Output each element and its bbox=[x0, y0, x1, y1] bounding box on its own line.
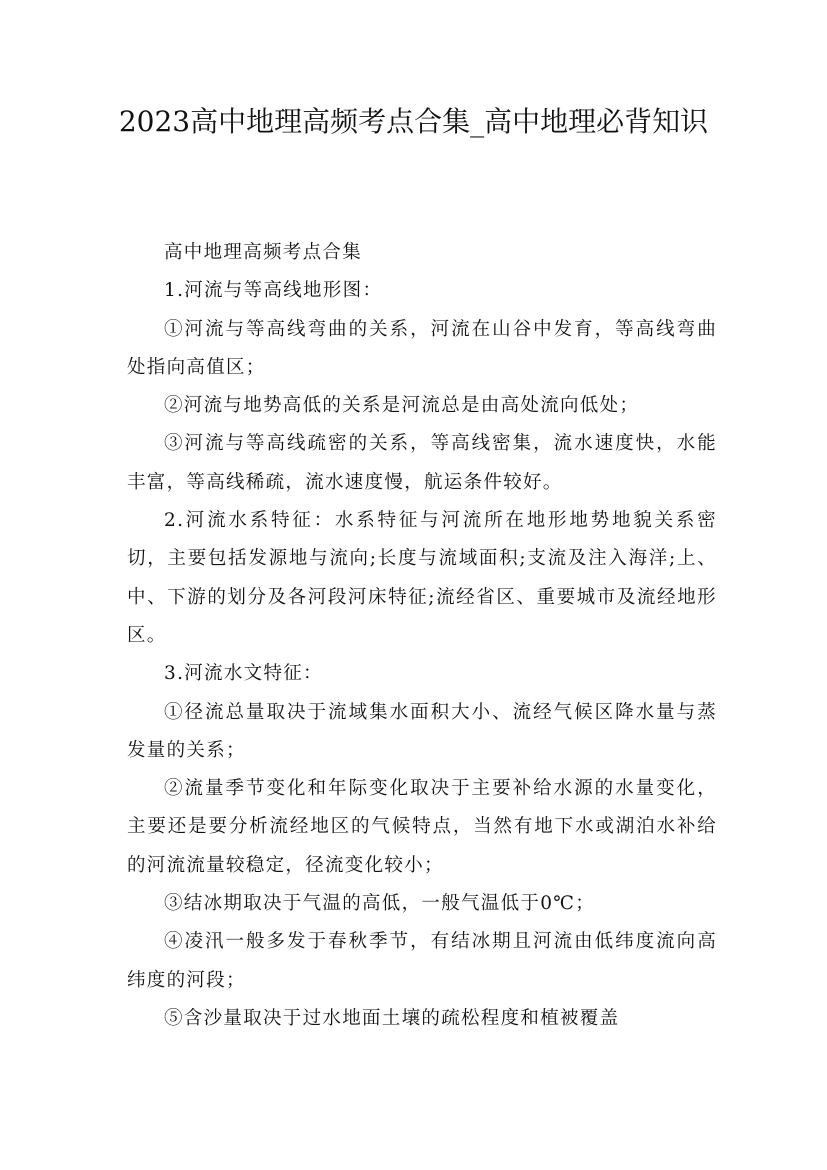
paragraph-item-3-2: ②流量季节变化和年际变化取决于主要补给水源的水量变化，主要还是要分析流经地区的气候特点，当然有地下水或湖泊水补给的河流流量较稳定，径流变化较小； bbox=[127, 778, 717, 876]
paragraph-item-3-1: ①径流总量取决于流域集水面积大小、流经气候区降水量与蒸发量的关系； bbox=[127, 701, 717, 761]
paragraph-item-3-5: ⑤含沙量取决于过水地面土壤的疏松程度和植被覆盖 bbox=[164, 1007, 620, 1029]
paragraph-item-3-3: ③结冰期取决于气温的高低，一般气温低于0℃； bbox=[164, 893, 596, 915]
paragraph-item-1-1: ①河流与等高线弯曲的关系，河流在山谷中发育，等高线弯曲处指向高值区； bbox=[127, 318, 717, 378]
paragraph-item-1-2: ②河流与地势高低的关系是河流总是由高处流向低处； bbox=[164, 395, 640, 417]
paragraph-section-1-heading: 1.河流与等高线地形图： bbox=[164, 280, 383, 302]
paragraph-subtitle: 高中地理高频考点合集 bbox=[164, 242, 363, 263]
paragraph-item-1-3: ③河流与等高线疏密的关系，等高线密集，流水速度快，水能丰富，等高线稀疏，流水速度慢，航运条件较好。 bbox=[127, 433, 717, 493]
paragraph-section-3-heading: 3.河流水文特征： bbox=[164, 663, 323, 685]
paragraph-section-2: 2.河流水系特征：水系特征与河流所在地形地势地貌关系密切，主要包括发源地与流向;长度与流域面积;支流及注入海洋;上、中、下游的划分及各河段河床特征;流经省区、重要城市及流经地形区。 bbox=[127, 510, 717, 646]
document-body bbox=[127, 234, 717, 1038]
paragraph-item-3-4: ④凌汛一般多发于春秋季节，有结冰期且河流由低纬度流向高纬度的河段； bbox=[127, 931, 717, 991]
document-title: 2023高中地理高频考点合集_高中地理必背知识 bbox=[118, 105, 709, 138]
